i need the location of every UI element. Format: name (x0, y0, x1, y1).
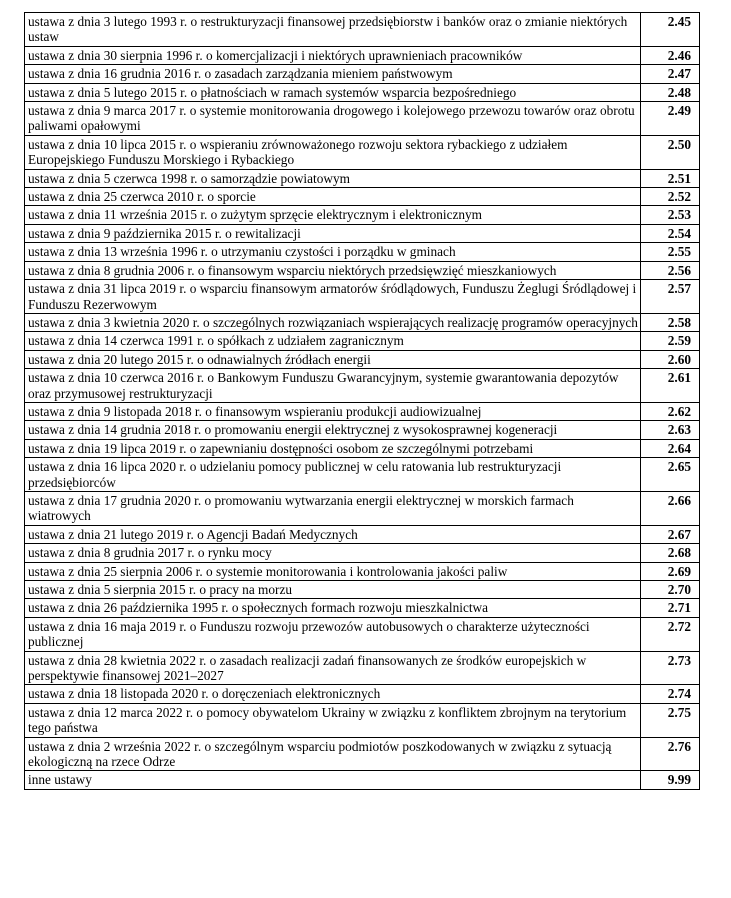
table-row (25, 685, 700, 703)
act-name-cell: ustawa z dnia 14 grudnia 2018 r. o promowaniu energii elektrycznej z wysokosprawnej kogeneracji (25, 421, 641, 439)
act-code-cell: 2.74 (641, 685, 700, 703)
act-name-cell: ustawa z dnia 5 czerwca 1998 r. o samorządzie powiatowym (25, 169, 641, 187)
act-code-cell: 2.48 (641, 83, 700, 101)
act-code-cell: 2.65 (641, 458, 700, 492)
act-name-cell: ustawa z dnia 3 kwietnia 2020 r. o szczególnych rozwiązaniach wspierających realizację programów operacyjnych (25, 313, 641, 331)
table-row (25, 206, 700, 224)
act-code-cell: 2.58 (641, 313, 700, 331)
table-row (25, 350, 700, 368)
table-row (25, 617, 700, 651)
table-row (25, 369, 700, 403)
act-code-cell: 2.75 (641, 703, 700, 737)
table-row (25, 280, 700, 314)
act-code-cell: 2.72 (641, 617, 700, 651)
act-name-cell: ustawa z dnia 8 grudnia 2017 r. o rynku mocy (25, 544, 641, 562)
table-row (25, 65, 700, 83)
table-row (25, 651, 700, 685)
table-row (25, 261, 700, 279)
act-code-cell: 2.55 (641, 243, 700, 261)
table-row (25, 737, 700, 771)
act-code-cell: 2.51 (641, 169, 700, 187)
act-code-cell: 2.71 (641, 599, 700, 617)
acts-table (24, 12, 700, 790)
act-code-cell: 2.50 (641, 135, 700, 169)
act-name-cell: ustawa z dnia 12 marca 2022 r. o pomocy obywatelom Ukrainy w związku z konfliktem zbrojnym na terytorium tego państwa (25, 703, 641, 737)
act-name-cell: ustawa z dnia 18 listopada 2020 r. o doręczeniach elektronicznych (25, 685, 641, 703)
table-row (25, 458, 700, 492)
table-row (25, 13, 700, 47)
act-code-cell: 2.54 (641, 224, 700, 242)
act-name-cell: ustawa z dnia 9 października 2015 r. o rewitalizacji (25, 224, 641, 242)
table-row (25, 544, 700, 562)
act-name-cell: ustawa z dnia 25 sierpnia 2006 r. o systemie monitorowania i kontrolowania jakości paliw (25, 562, 641, 580)
act-code-cell: 2.56 (641, 261, 700, 279)
acts-table-body (25, 13, 700, 790)
act-name-cell: ustawa z dnia 5 lutego 2015 r. o płatnościach w ramach systemów wsparcia bezpośredniego (25, 83, 641, 101)
table-row (25, 562, 700, 580)
act-name-cell: ustawa z dnia 2 września 2022 r. o szczególnym wsparciu podmiotów poszkodowanych w związku z sytuacją ekologiczną na rzece Odrze (25, 737, 641, 771)
act-name-cell: ustawa z dnia 13 września 1996 r. o utrzymaniu czystości i porządku w gminach (25, 243, 641, 261)
act-name-cell: ustawa z dnia 5 sierpnia 2015 r. o pracy na morzu (25, 581, 641, 599)
table-row (25, 581, 700, 599)
table-row (25, 599, 700, 617)
act-code-cell: 2.59 (641, 332, 700, 350)
act-name-cell: ustawa z dnia 16 lipca 2020 r. o udzielaniu pomocy publicznej w celu ratowania lub restrukturyzacji przedsiębiorców (25, 458, 641, 492)
act-code-cell: 2.66 (641, 491, 700, 525)
act-name-cell: ustawa z dnia 17 grudnia 2020 r. o promowaniu wytwarzania energii elektrycznej w morskich farmach wiatrowych (25, 491, 641, 525)
table-row (25, 188, 700, 206)
act-code-cell: 2.68 (641, 544, 700, 562)
act-name-cell: ustawa z dnia 10 lipca 2015 r. o wspieraniu zrównoważonego rozwoju sektora rybackiego z udziałem Europejskiego Funduszu Morskiego i Rybackiego (25, 135, 641, 169)
table-row (25, 102, 700, 136)
act-code-cell: 2.61 (641, 369, 700, 403)
act-name-cell: ustawa z dnia 25 czerwca 2010 r. o sporcie (25, 188, 641, 206)
act-code-cell: 2.67 (641, 525, 700, 543)
act-name-cell: ustawa z dnia 26 października 1995 r. o społecznych formach rozwoju mieszkalnictwa (25, 599, 641, 617)
act-name-cell: ustawa z dnia 9 listopada 2018 r. o finansowym wspieraniu produkcji audiowizualnej (25, 402, 641, 420)
table-row (25, 402, 700, 420)
act-name-cell: ustawa z dnia 3 lutego 1993 r. o restrukturyzacji finansowej przedsiębiorstw i banków oraz o zmianie niektórych ustaw (25, 13, 641, 47)
table-row (25, 313, 700, 331)
table-row (25, 525, 700, 543)
act-name-cell: ustawa z dnia 31 lipca 2019 r. o wsparciu finansowym armatorów śródlądowych, Funduszu Żeglugi Śródlądowej i Funduszu Rezerwowym (25, 280, 641, 314)
act-code-cell: 2.45 (641, 13, 700, 47)
act-name-cell: inne ustawy (25, 771, 641, 789)
act-name-cell: ustawa z dnia 16 maja 2019 r. o Funduszu rozwoju przewozów autobusowych o charakterze użyteczności publicznej (25, 617, 641, 651)
act-name-cell: ustawa z dnia 16 grudnia 2016 r. o zasadach zarządzania mieniem państwowym (25, 65, 641, 83)
table-row (25, 491, 700, 525)
act-code-cell: 2.57 (641, 280, 700, 314)
act-code-cell: 2.46 (641, 46, 700, 64)
act-code-cell: 2.73 (641, 651, 700, 685)
act-name-cell: ustawa z dnia 19 lipca 2019 r. o zapewnianiu dostępności osobom ze szczególnymi potrzebami (25, 439, 641, 457)
act-name-cell: ustawa z dnia 8 grudnia 2006 r. o finansowym wsparciu niektórych przedsięwzięć mieszkaniowych (25, 261, 641, 279)
act-code-cell: 2.49 (641, 102, 700, 136)
act-code-cell: 2.60 (641, 350, 700, 368)
act-code-cell: 2.76 (641, 737, 700, 771)
table-row (25, 332, 700, 350)
act-name-cell: ustawa z dnia 30 sierpnia 1996 r. o komercjalizacji i niektórych uprawnieniach pracowników (25, 46, 641, 64)
table-row (25, 224, 700, 242)
act-name-cell: ustawa z dnia 21 lutego 2019 r. o Agencji Badań Medycznych (25, 525, 641, 543)
act-code-cell: 2.62 (641, 402, 700, 420)
table-row (25, 439, 700, 457)
act-code-cell: 2.69 (641, 562, 700, 580)
table-row (25, 703, 700, 737)
act-code-cell: 2.53 (641, 206, 700, 224)
act-name-cell: ustawa z dnia 14 czerwca 1991 r. o spółkach z udziałem zagranicznym (25, 332, 641, 350)
act-code-cell: 2.64 (641, 439, 700, 457)
act-code-cell: 2.52 (641, 188, 700, 206)
table-row (25, 421, 700, 439)
table-row (25, 169, 700, 187)
act-code-cell: 2.63 (641, 421, 700, 439)
table-row (25, 771, 700, 789)
act-name-cell: ustawa z dnia 28 kwietnia 2022 r. o zasadach realizacji zadań finansowanych ze środków europejskich w perspektywie finansowej 2021–2027 (25, 651, 641, 685)
act-name-cell: ustawa z dnia 11 września 2015 r. o zużytym sprzęcie elektrycznym i elektronicznym (25, 206, 641, 224)
act-name-cell: ustawa z dnia 10 czerwca 2016 r. o Bankowym Funduszu Gwarancyjnym, systemie gwarantowania depozytów oraz przymusowej restrukturyzacji (25, 369, 641, 403)
act-name-cell: ustawa z dnia 9 marca 2017 r. o systemie monitorowania drogowego i kolejowego przewozu towarów oraz obrotu paliwami opałowymi (25, 102, 641, 136)
table-row (25, 243, 700, 261)
act-name-cell: ustawa z dnia 20 lutego 2015 r. o odnawialnych źródłach energii (25, 350, 641, 368)
table-row (25, 83, 700, 101)
act-code-cell: 9.99 (641, 771, 700, 789)
act-code-cell: 2.70 (641, 581, 700, 599)
act-code-cell: 2.47 (641, 65, 700, 83)
table-row (25, 135, 700, 169)
table-row (25, 46, 700, 64)
